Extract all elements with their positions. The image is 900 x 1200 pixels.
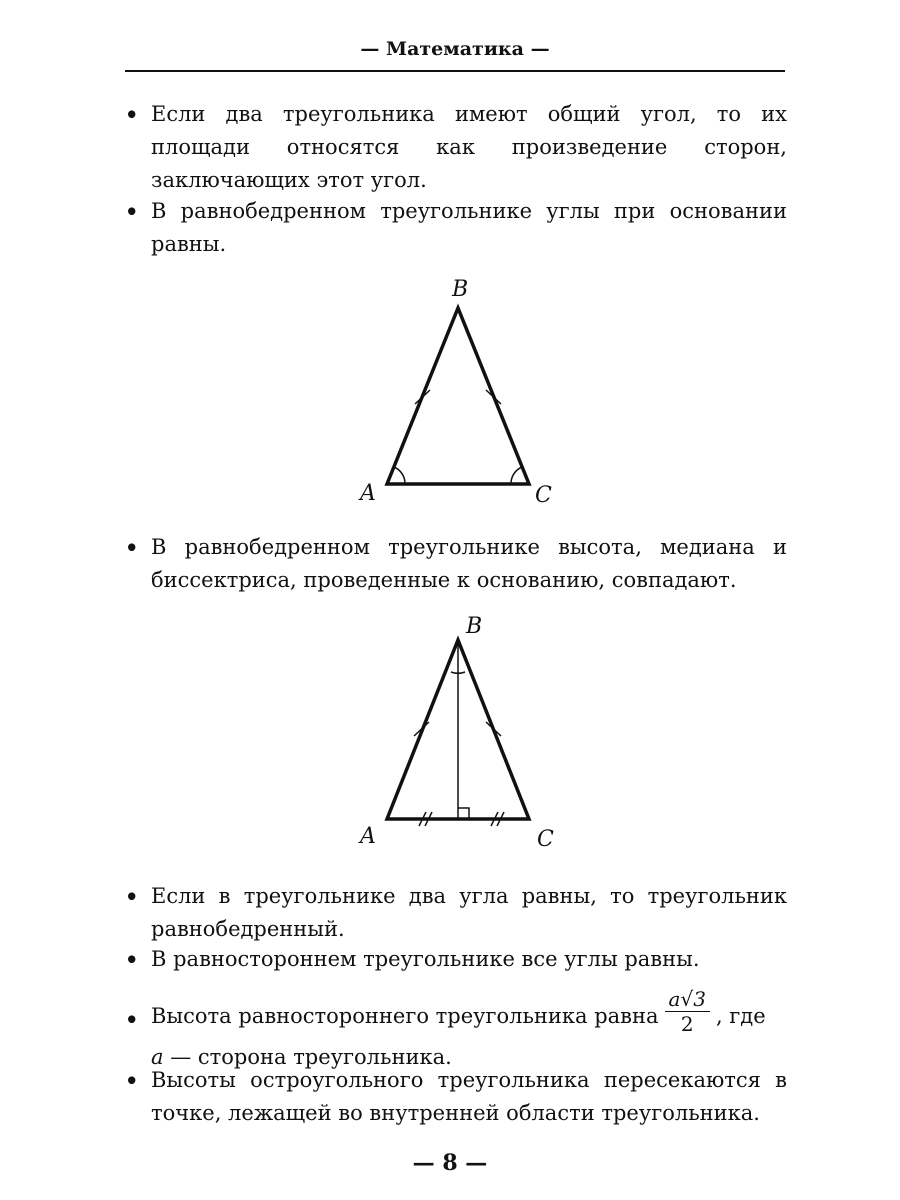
bullet-dot: • xyxy=(125,535,139,560)
bullet-text xyxy=(151,987,787,1072)
bullet-two-equal-angles xyxy=(125,880,787,946)
isosceles-altitude-figure xyxy=(0,605,900,860)
bullet-dot: • xyxy=(125,102,139,127)
text-end: — сторона треугольника. xyxy=(170,1045,452,1069)
vertex-label-c: C xyxy=(537,827,554,852)
vertex-label-a: A xyxy=(360,824,376,849)
vertex-label-b: B xyxy=(452,277,469,302)
bullet-text: В равнобедренном треугольнике высота, медиана и биссектриса, проведенные к основанию, совпадают. xyxy=(151,535,787,592)
bullet-text: В равностороннем треугольнике все углы равны. xyxy=(151,947,700,971)
isosceles-triangle-figure xyxy=(0,265,900,515)
vertex-label-b: B xyxy=(466,614,483,639)
bullet-dot: • xyxy=(125,1068,139,1093)
bullet-text: В равнобедренном треугольнике углы при основании равны. xyxy=(151,199,787,256)
triangle-abc xyxy=(387,308,529,484)
bullet-text: Если в треугольнике два угла равны, то треугольник равнобедренный. xyxy=(151,884,787,941)
formula-fraction xyxy=(665,987,710,1036)
bullet-dot: • xyxy=(125,1007,139,1032)
bullet-equilateral-height xyxy=(125,987,787,1072)
vertex-label-c: C xyxy=(535,483,552,508)
fraction-numerator: a√3 xyxy=(665,987,710,1012)
bullet-dot: • xyxy=(125,884,139,909)
variable-a: a xyxy=(151,1045,164,1069)
bullet-dot: • xyxy=(125,199,139,224)
text-after-formula: , где xyxy=(715,1004,766,1028)
page-header: — Математика — xyxy=(360,38,550,60)
bullet-isosceles-altitude xyxy=(125,531,787,597)
bullet-dot: • xyxy=(125,947,139,972)
fraction-denominator: 2 xyxy=(680,1012,694,1036)
bullet-isosceles-base-angles xyxy=(125,195,787,261)
bullet-equilateral-angles xyxy=(125,943,787,976)
page-number: — 8 — xyxy=(412,1150,488,1176)
angle-arc-a xyxy=(394,467,405,484)
bullet-acute-altitudes xyxy=(125,1064,787,1130)
vertex-label-a: A xyxy=(360,481,376,506)
bullet-common-angle-areas xyxy=(125,98,787,197)
angle-arc-c xyxy=(511,467,522,484)
bullet-text: Высоты остроугольного треугольника пересекаются в точке, лежащей во внутренней области треугольника. xyxy=(151,1068,787,1125)
bullet-text: Если два треугольника имеют общий угол, то их площади относятся как произведение сторон, заключающих этот угол. xyxy=(151,102,787,192)
header-rule xyxy=(125,70,785,72)
text-before-formula: Высота равностороннего треугольника равна xyxy=(151,1004,659,1028)
